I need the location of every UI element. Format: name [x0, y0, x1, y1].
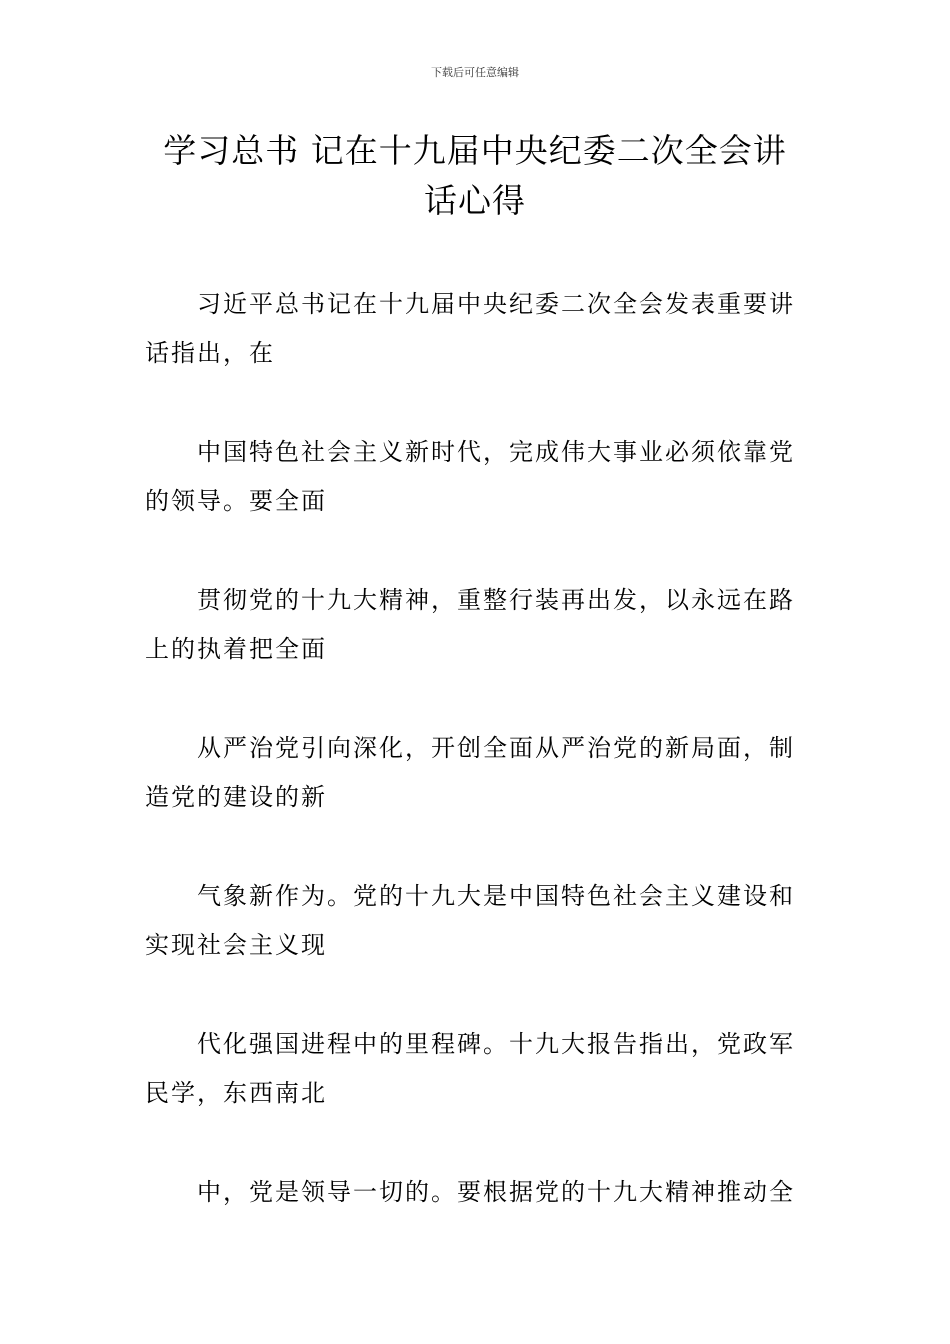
title-line-1: 学习总书 记在十九届中央纪委二次全会讲 [163, 131, 787, 170]
paragraph-line: 习近平总书记在十九届中央纪委二次全会发表重要讲 [197, 290, 795, 318]
document-title [140, 126, 810, 226]
paragraph-line: 从严治党引向深化，开创全面从严治党的新局面，制 [197, 734, 795, 762]
paragraph-line: 民学，东西南北 [145, 1079, 327, 1107]
title-line-2: 话心得 [424, 181, 526, 220]
paragraph-line: 话指出，在 [145, 339, 275, 367]
paragraph-3 [145, 576, 807, 674]
paragraph-line: 实现社会主义现 [145, 931, 327, 959]
paragraph-1 [145, 280, 807, 378]
paragraph-6 [145, 1020, 807, 1118]
paragraph-7 [145, 1168, 807, 1217]
paragraph-line: 代化强国进程中的里程碑。十九大报告指出，党政军 [197, 1030, 795, 1058]
paragraph-line: 中国特色社会主义新时代，完成伟大事业必须依靠党 [197, 438, 795, 466]
paragraph-line: 贯彻党的十九大精神，重整行装再出发，以永远在路 [197, 586, 795, 614]
page-header-note: 下载后可任意编辑 [431, 66, 519, 79]
paragraph-2 [145, 428, 807, 526]
document-body [145, 280, 807, 1267]
paragraph-line: 造党的建设的新 [145, 783, 327, 811]
paragraph-line: 气象新作为。党的十九大是中国特色社会主义建设和 [197, 882, 795, 910]
paragraph-5 [145, 872, 807, 970]
paragraph-4 [145, 724, 807, 822]
paragraph-line: 上的执着把全面 [145, 635, 327, 663]
paragraph-line: 的领导。要全面 [145, 487, 327, 515]
paragraph-line: 中，党是领导一切的。要根据党的十九大精神推动全 [197, 1178, 795, 1206]
